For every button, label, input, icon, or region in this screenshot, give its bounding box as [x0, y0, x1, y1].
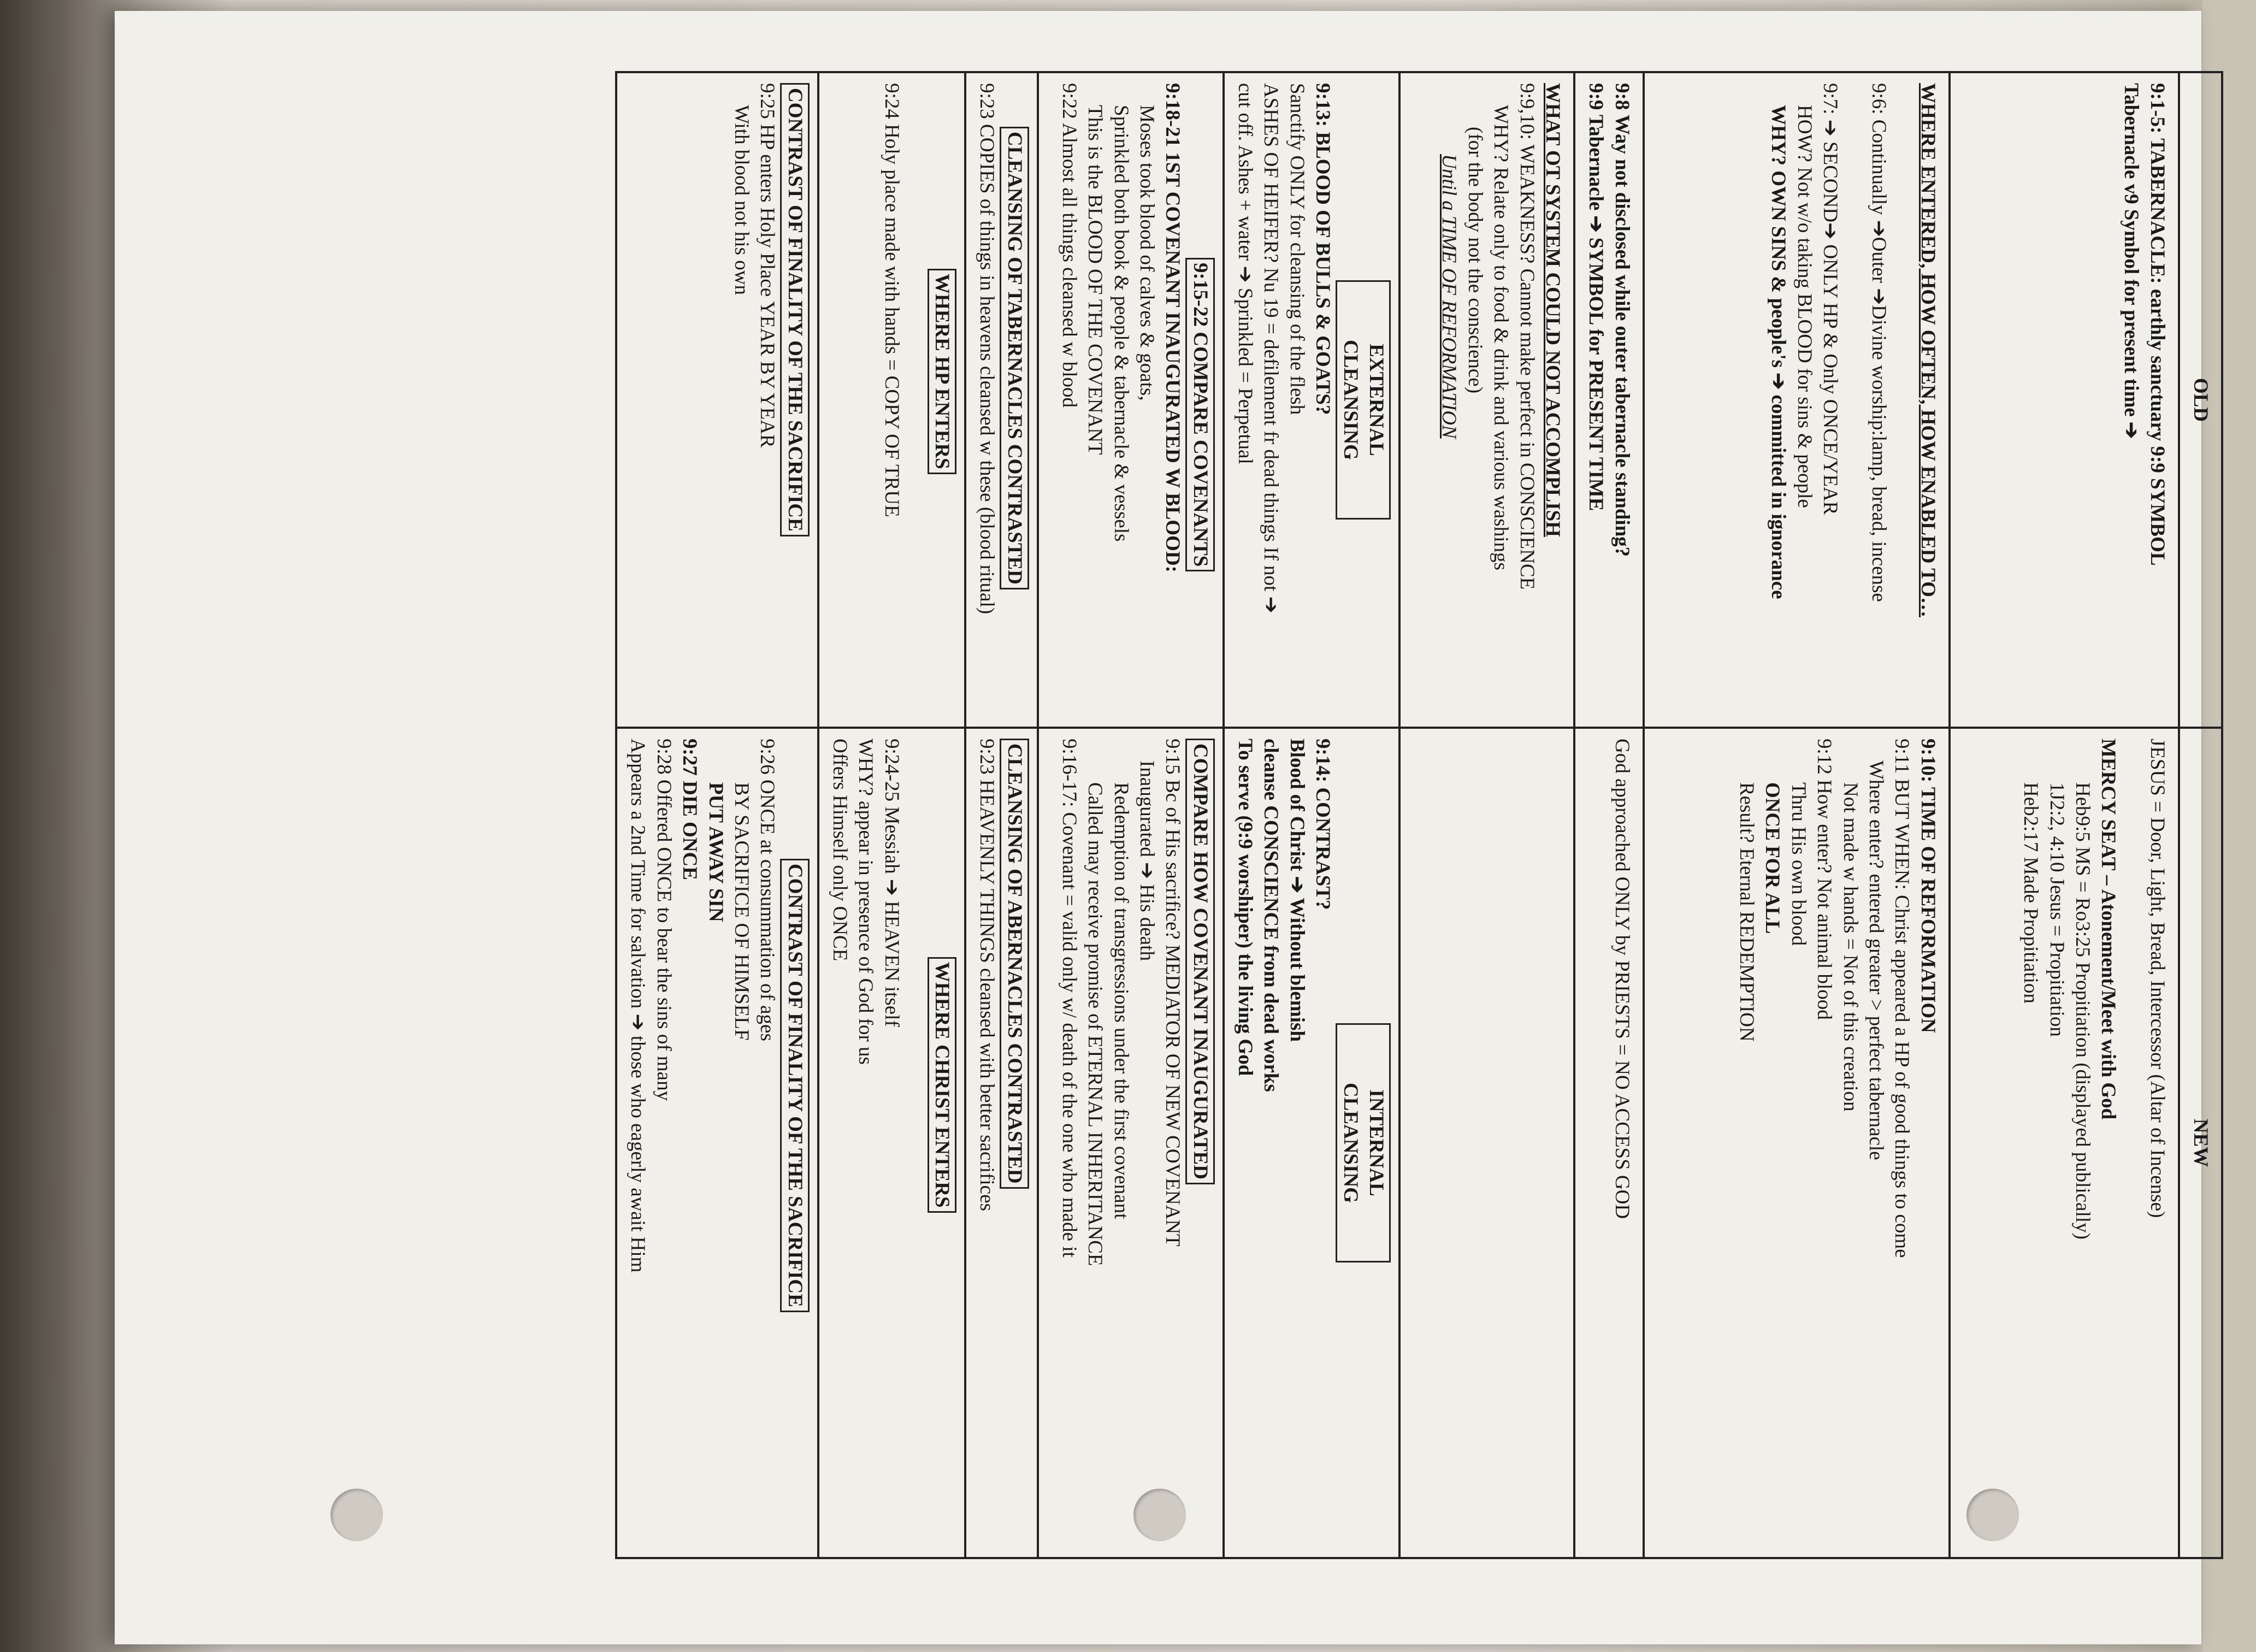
- cell-new-finality: [616, 728, 818, 1558]
- cell-line: 9:27 DIE ONCE: [678, 739, 701, 881]
- table-row: [1950, 72, 2179, 1558]
- table-row: [616, 72, 818, 1558]
- cell-line: 9:11 BUT WHEN: Christ appeared a HP of good things to come: [1891, 739, 1914, 1258]
- cell-line: 9:22 Almost all things cleansed w blood: [1058, 83, 1080, 408]
- cell-new-jesus: [1950, 728, 2179, 1558]
- cell-line: Not made w hands = Not of this creation: [1839, 782, 1862, 1112]
- boxed-heading: INTERNAL CLEANSING: [1336, 1023, 1391, 1262]
- boxed-heading: CONTRAST OF FINALITY OF THE SACRIFICE: [780, 83, 809, 536]
- cell-line: 1J2:2, 4:10 Jesus = Propitiation: [2045, 782, 2068, 1037]
- cell-line: HOW? Not w/o taking BLOOD for sins & people: [1793, 105, 1816, 508]
- table-row: [965, 72, 1038, 1558]
- cell-line: WHY? appear in presence of God for us: [854, 739, 877, 1065]
- cell-line: 9:14: CONTRAST?: [1312, 739, 1334, 910]
- cell-line: Where enter? entered greater > perfect tabernacle: [1864, 760, 1887, 1160]
- cell-new-no-access: [1574, 728, 1644, 1558]
- column-header-new: NEW: [2179, 728, 2222, 1558]
- cell-line: MERCY SEAT – Atonement/Meet with God: [2097, 739, 2120, 1120]
- cell-line: With blood not his own: [730, 105, 753, 295]
- cell-old-finality: [616, 72, 818, 728]
- cell-line: Redemption of transgressions under the first covenant: [1109, 782, 1132, 1219]
- cell-line: To serve (9:9 worshiper) the living God: [1234, 739, 1257, 1076]
- cell-line: Thru His own blood: [1787, 782, 1810, 946]
- cell-line: 9:8 Way not disclosed while outer tabernacle standing?: [1610, 83, 1633, 557]
- cell-old-compare-covenants: [1038, 72, 1224, 728]
- boxed-heading: CONTRAST OF FINALITY OF THE SACRIFICE: [780, 859, 809, 1312]
- cell-new-internal-cleansing: [1224, 728, 1399, 1558]
- cell-line: 9:9,10: WEAKNESS? Cannot make perfect in CONSCIENCE: [1515, 83, 1538, 590]
- cell-line: 9:1-5: TABERNACLE: earthly sanctuary 9:9 SYMBOL: [2146, 83, 2169, 566]
- cell-line: ASHES OF HEIFER? Nu 19 = defilement fr dead things If not ➔: [1260, 83, 1283, 613]
- cell-line: PUT AWAY SIN: [704, 782, 727, 922]
- boxed-heading: CLEANSING OF ABERNACLES CONTRASTED: [1000, 739, 1029, 1189]
- cell-line: God approached ONLY by PRIESTS = NO ACCESS GOD: [1610, 739, 1633, 1219]
- comparison-table: [615, 71, 2223, 1559]
- cell-line: 9:7: ➔ SECOND➔ ONLY HP & Only ONCE/YEAR: [1818, 83, 1841, 515]
- cell-line: 9:24-25 Messiah ➔ HEAVEN itself: [880, 739, 903, 1027]
- table-row: [1574, 72, 1644, 1558]
- cell-line: WHY? Relate only to food & drink and various washings: [1490, 105, 1513, 570]
- cell-heading: WHERE ENTERED, HOW OFTEN, HOW ENABLED TO…: [1916, 83, 1939, 617]
- boxed-heading: CLEANSING OF TABERNACLES CONTRASTED: [1000, 127, 1029, 589]
- column-header-old: OLD: [2179, 72, 2222, 728]
- boxed-heading: WHERE CHRIST ENTERS: [928, 957, 956, 1213]
- cell-old-cleansing-tabernacles: [965, 72, 1038, 728]
- cell-line: Until a TIME OF REFORMATION: [1438, 154, 1461, 439]
- cell-line: 9:15 Bc of His sacrifice? MEDIATOR OF NEW COVENANT: [1161, 739, 1184, 1247]
- boxed-heading: WHERE HP ENTERS: [928, 269, 956, 474]
- cell-line: Inaugurated ➔ His death: [1136, 760, 1159, 961]
- cell-line: BY SACRIFICE OF HIMSELF: [730, 782, 753, 1041]
- boxed-heading: EXTERNAL CLEANSING: [1336, 280, 1391, 520]
- cell-old-where-hp-enters: [818, 72, 965, 728]
- boxed-heading: COMPARE HOW COVENANT INAUGURATED: [1185, 739, 1214, 1184]
- cell-line: Blood of Christ ➔ Without blemish: [1285, 739, 1308, 1042]
- cell-line: ONCE FOR ALL: [1761, 782, 1784, 934]
- cell-line: WHY? OWN SINS & people's ➔ committed in ignorance: [1767, 105, 1790, 599]
- cell-line: Offers Himself only ONCE: [828, 739, 851, 961]
- cell-old-entered: [1644, 72, 1950, 728]
- cell-line: 9:23 HEAVENLY THINGS cleansed with better sacrifices: [976, 739, 999, 1211]
- cell-old-tabernacle: [1950, 72, 2179, 728]
- cell-line: cut off. Ashes + water ➔ Sprinkled = Perpetual: [1234, 83, 1257, 464]
- cell-line: This is the BLOOD OF THE COVENANT: [1084, 105, 1107, 455]
- cell-heading: 9:10: TIME OF REFORMATION: [1916, 739, 1939, 1033]
- cell-line: Sanctify ONLY for cleansing of the flesh: [1285, 83, 1308, 415]
- cell-line: Result? Eternal REDEMPTION: [1735, 782, 1758, 1042]
- cell-line: 9:12 How enter? Not animal blood: [1813, 739, 1836, 1020]
- cell-line: Moses took blood of calves & goats,: [1136, 105, 1159, 401]
- table-row: [1399, 72, 1574, 1558]
- cell-heading: WHAT OT SYSTEM COULD NOT ACCOMPLISH: [1541, 83, 1564, 537]
- cell-line: 9:26 ONCE at consummation of ages: [756, 739, 779, 1041]
- cell-line: Sprinkled both book & people & tabernacle & vessels: [1109, 105, 1132, 542]
- cell-line: 9:13: BLOOD OF BULLS & GOATS?: [1312, 83, 1334, 415]
- cell-line: Appears a 2nd Time for salvation ➔ those who eagerly await Him: [627, 739, 649, 1273]
- header-row: [2179, 72, 2222, 1558]
- cell-line: (for the body not the conscience): [1463, 127, 1486, 394]
- cell-new-empty: [1399, 728, 1574, 1558]
- cell-line: JESUS = Door, Light, Bread, Intercessor (Altar of Incense): [2146, 739, 2169, 1218]
- cell-line: 9:6: Continually ➔Outer ➔Divine worship:lamp, bread, incense: [1868, 83, 1891, 602]
- table-row: [1224, 72, 1399, 1558]
- cell-old-way-not-disclosed: [1574, 72, 1644, 728]
- cell-old-external-cleansing: [1224, 72, 1399, 728]
- boxed-heading: 9:15-22 COMPARE COVENANTS: [1185, 258, 1214, 571]
- cell-line: 9:25 HP enters Holy Place YEAR BY YEAR: [756, 83, 779, 448]
- cell-new-covenant-inaugurated: [1038, 728, 1224, 1558]
- cell-line: Heb9:5 MS = Ro3:25 Propitiation (displayed publically): [2071, 782, 2094, 1240]
- cell-line: 9:18-21 1ST COVENANT INAUGURATED W BLOOD:: [1161, 83, 1184, 573]
- cell-old-weakness: [1399, 72, 1574, 728]
- table-row: [1644, 72, 1950, 1558]
- cell-line: cleanse CONSCIENCE from dead works: [1260, 739, 1283, 1092]
- table-row: [818, 72, 965, 1558]
- cell-line: 9:23 COPIES of things in heavens cleansed w these (blood ritual): [976, 83, 999, 615]
- cell-line: Tabernacle v9 Symbol for present time ➔: [2120, 83, 2143, 439]
- cell-new-cleansing-tabernacles: [965, 728, 1038, 1558]
- cell-line: Called may receive promise of ETERNAL INHERITANCE: [1084, 782, 1107, 1266]
- cell-line: 9:28 Offered ONCE to bear the sins of many: [652, 739, 675, 1101]
- study-table-page: [153, 33, 2256, 1639]
- cell-line: 9:24 Holy place made with hands = COPY OF TRUE: [880, 83, 903, 517]
- table-row: [1038, 72, 1224, 1558]
- cell-new-reformation: [1644, 728, 1950, 1558]
- cell-new-where-christ-enters: [818, 728, 965, 1558]
- cell-line: 9:9 Tabernacle ➔ SYMBOL for PRESENT TIME: [1585, 83, 1608, 511]
- cell-line: 9:16-17: Covenant = valid only w/ death of the one who made it: [1058, 739, 1080, 1258]
- cell-line: Heb2:17 Made Propitiation: [2019, 782, 2042, 1004]
